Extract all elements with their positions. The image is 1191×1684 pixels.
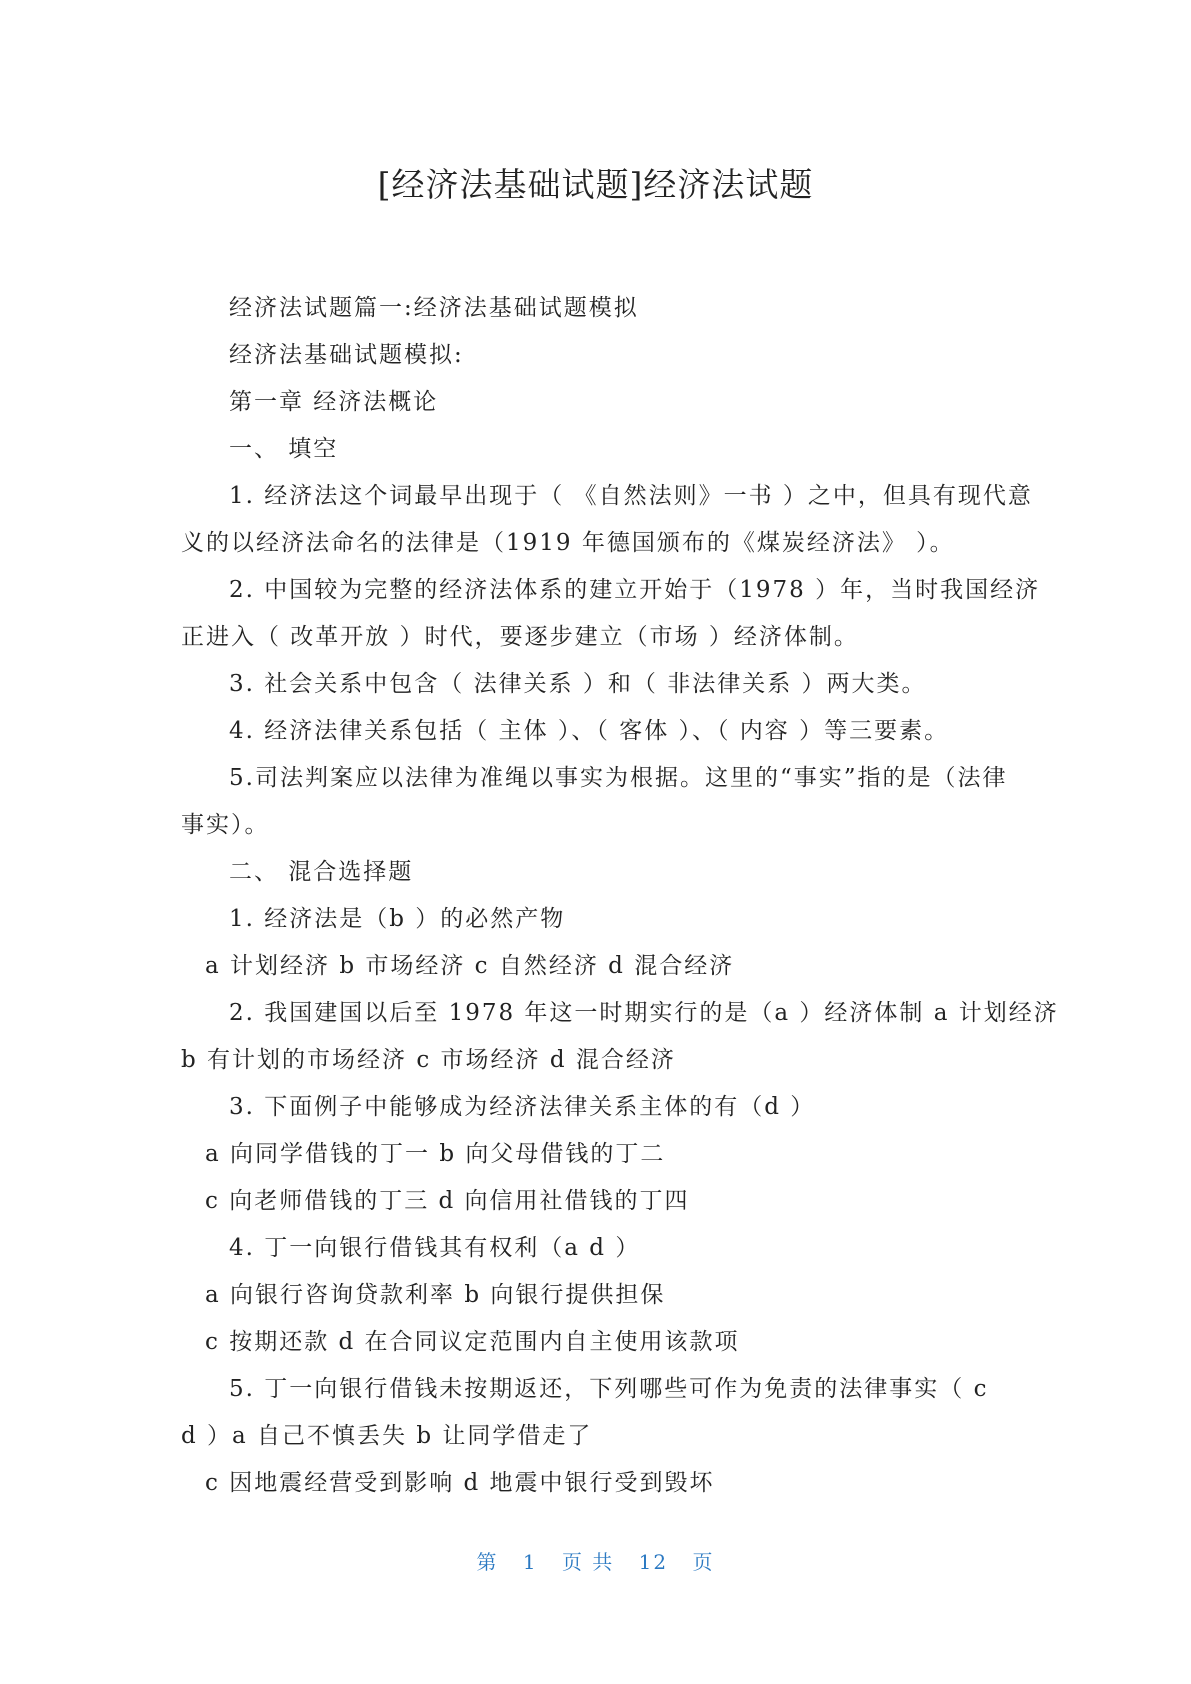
options-line: a 向银行咨询贷款利率 b 向银行提供担保 [205,1282,666,1308]
question-line: 2. 中国较为完整的经济法体系的建立开始于（1978 ）年，当时我国经济 [229,577,1041,603]
page-footer [0,1548,1191,1576]
options-line: c 向老师借钱的丁三 d 向信用社借钱的丁四 [205,1188,690,1214]
question-line: 1. 经济法是（b ）的必然产物 [229,906,566,932]
part-heading-choice: 二、 混合选择题 [229,859,414,885]
section-heading: 经济法试题篇一:经济法基础试题模拟 [229,295,639,321]
question-line: 5.司法判案应以法律为准绳以事实为根据。这里的“事实”指的是（法律 [229,765,1008,791]
options-line: a 向同学借钱的丁一 b 向父母借钱的丁二 [205,1141,666,1167]
footer-middle: 页 共 [561,1550,615,1574]
question-line: 3. 社会关系中包含（ 法律关系 ）和（ 非法律关系 ）两大类。 [229,671,927,697]
subheading: 经济法基础试题模拟: [229,342,464,368]
part-heading-fill-blank: 一、 填空 [229,436,339,462]
options-line: c 按期还款 d 在合同议定范围内自主使用该款项 [205,1329,740,1355]
question-line: 1. 经济法这个词最早出现于（ 《自然法则》一书 ）之中，但具有现代意 [229,483,1033,509]
question-line: 义的以经济法命名的法律是（1919 年德国颁布的《煤炭经济法》 ）。 [181,530,955,556]
chapter-heading: 第一章 经济法概论 [229,389,439,415]
question-line: 4. 丁一向银行借钱其有权利（a d ） [229,1235,641,1261]
question-line: 正进入（ 改革开放 ）时代，要逐步建立（市场 ）经济体制。 [181,624,859,650]
question-line: 5. 丁一向银行借钱未按期返还，下列哪些可作为免责的法律事实（ c [229,1376,989,1402]
total-pages-number: 12 [638,1550,669,1574]
options-line: d ）a 自己不慎丢失 b 让同学借走了 [181,1423,593,1449]
question-line: 2. 我国建国以后至 1978 年这一时期实行的是（a ）经济体制 a 计划经济 [229,1000,1059,1026]
question-line: 4. 经济法律关系包括（ 主体 ）、（ 客体 ）、（ 内容 ）等三要素。 [229,718,950,744]
footer-prefix: 第 [476,1550,499,1574]
question-line: 3. 下面例子中能够成为经济法律关系主体的有（d ） [229,1094,816,1120]
footer-suffix: 页 [692,1550,715,1574]
options-line: b 有计划的市场经济 c 市场经济 d 混合经济 [181,1047,676,1073]
options-line: a 计划经济 b 市场经济 c 自然经济 d 混合经济 [205,953,735,979]
question-line: 事实）。 [181,812,270,838]
document-title: [经济法基础试题]经济法试题 [377,165,814,204]
options-line: c 因地震经营受到影响 d 地震中银行受到毁坏 [205,1470,715,1496]
current-page-number: 1 [522,1550,538,1574]
